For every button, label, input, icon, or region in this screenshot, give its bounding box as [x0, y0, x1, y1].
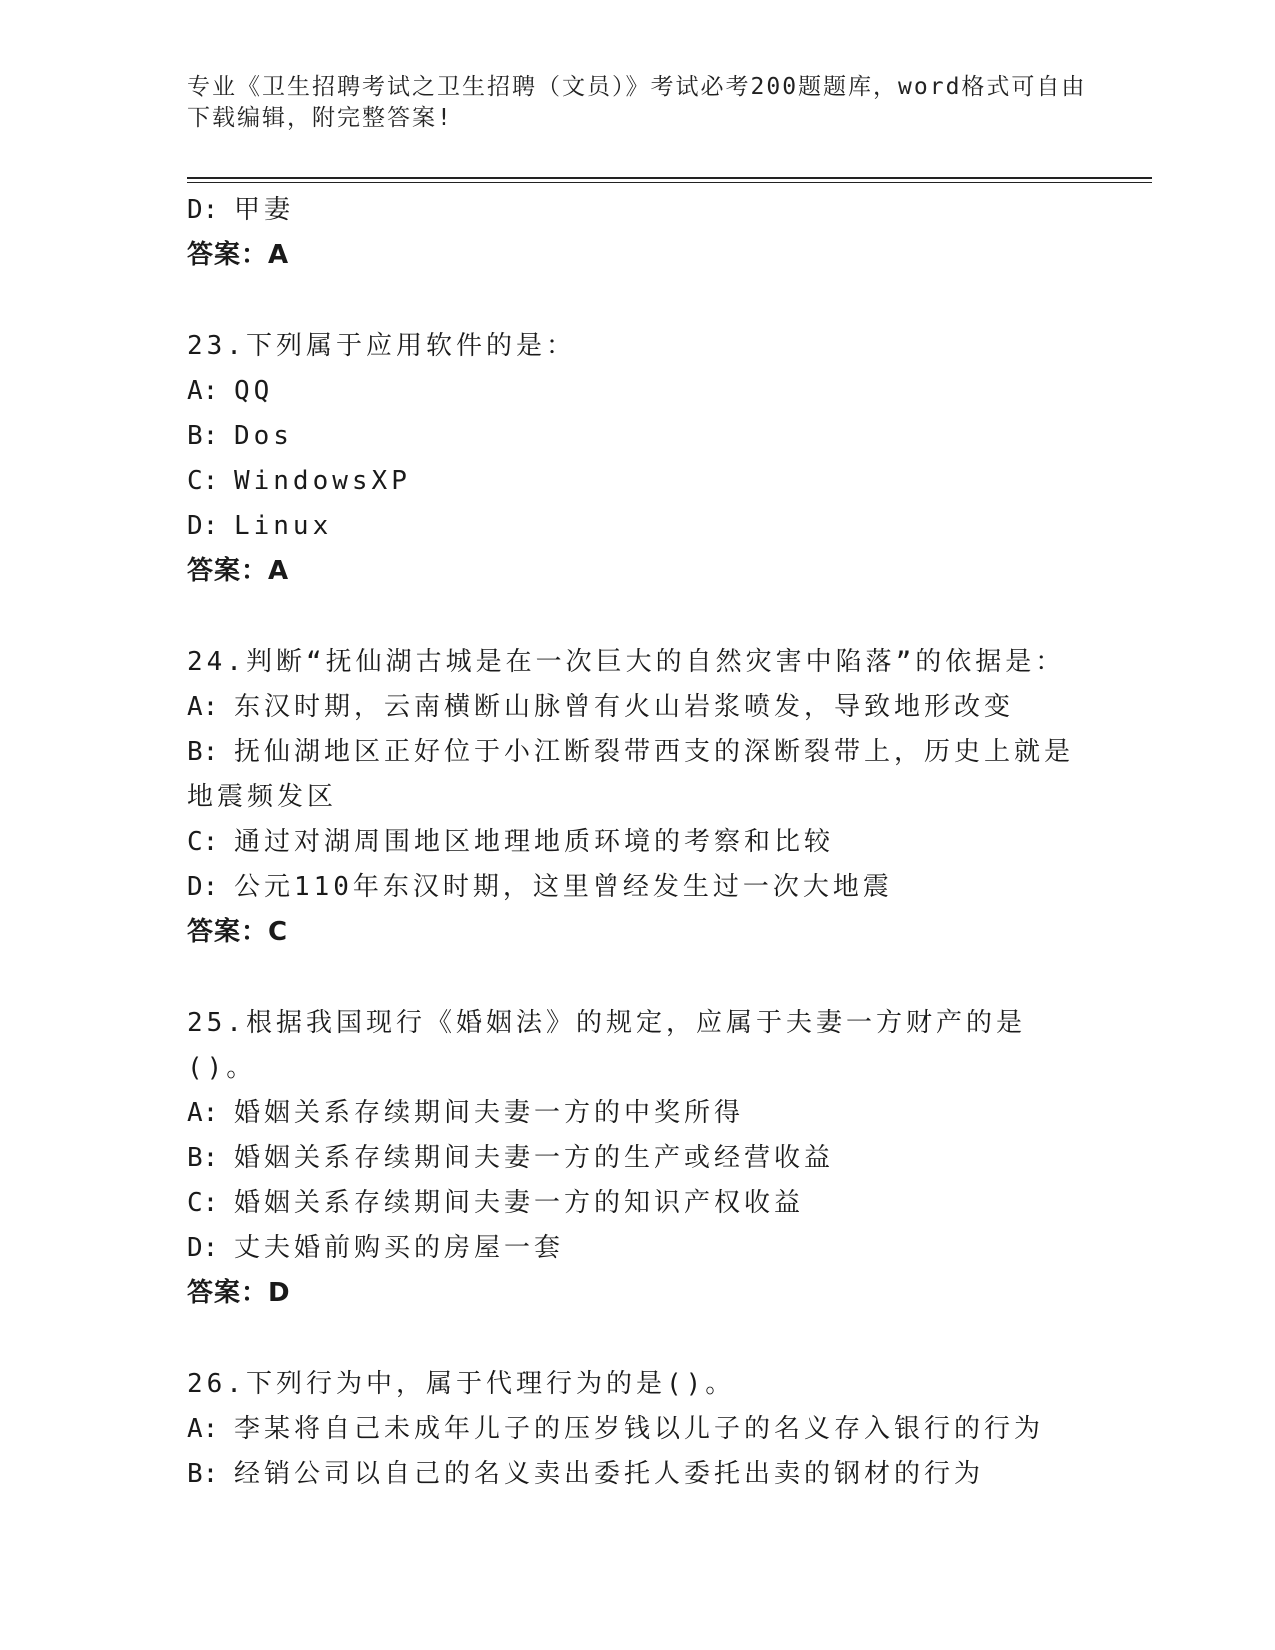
page-header: [187, 72, 1087, 134]
block-spacer: [187, 1316, 1087, 1362]
option-label: D:: [187, 511, 234, 541]
question-block: [187, 188, 1087, 278]
option-text: 婚姻关系存续期间夫妻一方的中奖所得: [233, 1098, 744, 1128]
option-label: D:: [187, 872, 234, 902]
option-text: 婚姻关系存续期间夫妻一方的生产或经营收益: [233, 1143, 834, 1173]
option-item: [187, 1091, 1087, 1136]
block-spacer: [187, 594, 1087, 640]
option-item: [187, 1226, 1087, 1271]
option-text: 丈夫婚前购买的房屋一套: [233, 1233, 564, 1263]
option-text: 公元110年东汉时期，这里曾经发生过一次大地震: [233, 872, 893, 902]
question-block: [187, 640, 1087, 955]
option-item: [187, 414, 1087, 459]
question-block: [187, 1362, 1087, 1497]
option-item: [187, 1452, 1087, 1497]
answer-text: 答案：C: [187, 917, 289, 947]
answer-text: 答案：D: [187, 1278, 291, 1308]
option-label: C:: [187, 466, 234, 496]
option-item: [187, 730, 1087, 820]
option-label: B:: [187, 1143, 234, 1173]
header-rule: [187, 177, 1152, 183]
option-text: 通过对湖周围地区地理地质环境的考察和比较: [233, 827, 834, 857]
question-list: [187, 188, 1087, 1497]
option-label: A:: [187, 1098, 234, 1128]
option-text: 李某将自己未成年儿子的压岁钱以儿子的名义存入银行的行为: [233, 1414, 1044, 1444]
option-item: [187, 188, 1087, 233]
option-text: QQ: [233, 376, 274, 406]
option-item: [187, 369, 1087, 414]
option-item: [187, 1181, 1087, 1226]
option-label: A:: [187, 692, 234, 722]
option-item: [187, 820, 1087, 865]
header-title: 专业《卫生招聘考试之卫生招聘（文员）》考试必考200题题库，word格式可自由下载编辑，附完整答案!: [187, 74, 1087, 131]
option-text: 抚仙湖地区正好位于小江断裂带西支的深断裂带上，历史上就是地震频发区: [187, 737, 1074, 812]
option-text: 婚姻关系存续期间夫妻一方的知识产权收益: [233, 1188, 804, 1218]
question-block: [187, 324, 1087, 594]
answer-text: 答案：A: [187, 240, 290, 270]
option-label: B:: [187, 421, 234, 451]
question-text: 25.根据我国现行《婚姻法》的规定，应属于夫妻一方财产的是()。: [187, 1008, 1026, 1083]
option-item: [187, 504, 1087, 549]
option-label: D:: [187, 195, 234, 225]
option-label: A:: [187, 1414, 234, 1444]
option-label: D:: [187, 1233, 234, 1263]
option-label: A:: [187, 376, 234, 406]
option-text: Dos: [233, 421, 293, 451]
option-item: [187, 865, 1087, 910]
option-text: Linux: [233, 511, 333, 541]
answer-text: 答案：A: [187, 556, 290, 586]
question-text: 24.判断“抚仙湖古城是在一次巨大的自然灾害中陷落”的依据是：: [187, 647, 1066, 677]
option-text: WindowsXP: [233, 466, 411, 496]
option-text: 甲妻: [233, 195, 294, 225]
option-item: [187, 1136, 1087, 1181]
question-text: 26.下列行为中，属于代理行为的是()。: [187, 1369, 736, 1399]
question-block: [187, 1001, 1087, 1316]
option-label: B:: [187, 1459, 234, 1489]
option-label: B:: [187, 737, 234, 767]
option-text: 经销公司以自己的名义卖出委托人委托出卖的钢材的行为: [233, 1459, 984, 1489]
option-item: [187, 685, 1087, 730]
option-label: C:: [187, 827, 234, 857]
option-item: [187, 1407, 1087, 1452]
block-spacer: [187, 955, 1087, 1001]
option-text: 东汉时期，云南横断山脉曾有火山岩浆喷发，导致地形改变: [233, 692, 1014, 722]
question-text: 23.下列属于应用软件的是：: [187, 331, 576, 361]
option-label: C:: [187, 1188, 234, 1218]
option-item: [187, 459, 1087, 504]
block-spacer: [187, 278, 1087, 324]
